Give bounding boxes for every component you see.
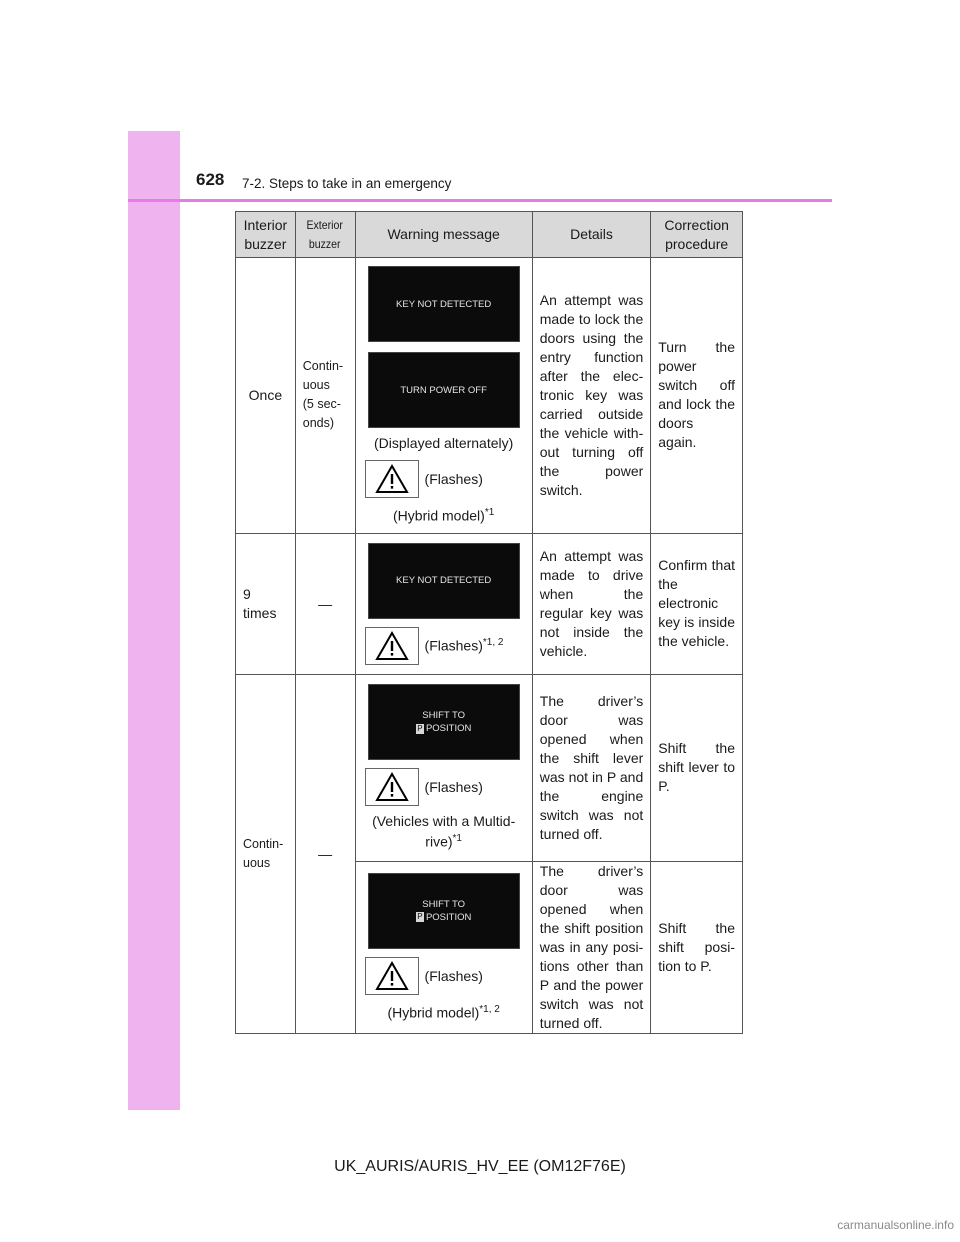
caption: (Hybrid model)$^{*1}$	[393, 507, 495, 524]
flashing-indicator	[361, 768, 527, 806]
interior-buzzer-cell: 9 times	[236, 533, 296, 674]
details-cell: The driver’s door was opened when the shift lever was not in P and the engine switch was not turned off.	[532, 674, 651, 861]
warning-triangle-icon	[365, 957, 419, 995]
correction-cell: Shift the shift lever to P.	[651, 674, 743, 861]
caption: (Vehicles with a Multid- rive)$^{*1}$	[372, 813, 516, 850]
section-title: 7-2. Steps to take in an emergency	[242, 176, 452, 191]
flashing-indicator	[361, 957, 527, 995]
exterior-buzzer-cell: —	[295, 674, 355, 1033]
exterior-buzzer-cell: —	[295, 533, 355, 674]
warning-message-cell	[355, 258, 532, 534]
display-screen: TURN POWER OFF	[368, 352, 520, 428]
warning-triangle-icon	[365, 460, 419, 498]
flashes-label: (Flashes)$^{*1, 2}$	[424, 637, 504, 654]
display-screen: SHIFT TO P POSITION	[368, 684, 520, 760]
display-screen: KEY NOT DETECTED	[368, 266, 520, 342]
caption: (Hybrid model)$^{*1, 2}$	[387, 1003, 500, 1021]
flashes-label: (Flashes)	[424, 471, 483, 487]
correction-cell: Confirm that the electronic key is inside the vehicle.	[651, 533, 743, 674]
warning-triangle-icon	[365, 768, 419, 806]
warning-message-cell	[355, 861, 532, 1033]
header-correction: Correction procedure	[651, 212, 743, 258]
header-interior-buzzer: Interior buzzer	[236, 212, 296, 258]
interior-buzzer-cell: Once	[236, 258, 296, 534]
warning-message-cell	[355, 674, 532, 861]
table-row	[236, 258, 743, 534]
footer-code: UK_AURIS/AURIS_HV_EE (OM12F76E)	[334, 1158, 626, 1175]
header-details: Details	[532, 212, 651, 258]
header-exterior-buzzer: Exterior buzzer	[295, 212, 355, 258]
warning-triangle-icon	[365, 627, 419, 665]
display-screen: KEY NOT DETECTED	[368, 543, 520, 619]
details-cell: An attempt was made to drive when the regular key was not inside the vehicle.	[532, 533, 651, 674]
table-row	[236, 533, 743, 674]
watermark: carmanualsonline.info	[837, 1218, 954, 1232]
flashing-indicator	[361, 627, 527, 665]
warning-message-cell	[355, 533, 532, 674]
flashes-label: (Flashes)	[424, 779, 483, 796]
correction-cell: Shift the shift posi-tion to P.	[651, 861, 743, 1033]
exterior-buzzer-cell: Contin- uous (5 sec- onds)	[295, 258, 355, 534]
header-warning-message: Warning message	[355, 212, 532, 258]
table-header-row	[236, 212, 743, 258]
details-cell: An attempt was made to lock the doors using the entry function after the elec-tronic key was carried outside the vehicle with-out turning off the power switch.	[532, 258, 651, 534]
table-row	[236, 674, 743, 861]
warning-table	[235, 211, 743, 1034]
flashing-indicator	[361, 460, 527, 498]
display-screen: SHIFT TO P POSITION	[368, 873, 520, 949]
header-rule	[128, 199, 832, 202]
details-cell: The driver’s door was opened when the shift position was in any posi-tions other than P and the power switch was not turned off.	[532, 861, 651, 1033]
flashes-label: (Flashes)	[424, 967, 483, 984]
page-number: 628	[196, 170, 225, 189]
interior-buzzer-cell: Contin- uous	[236, 674, 296, 1033]
correction-cell: Turn the power switch off and lock the doors again.	[651, 258, 743, 534]
caption: (Displayed alternately)	[374, 435, 514, 451]
side-tab	[128, 131, 180, 1110]
